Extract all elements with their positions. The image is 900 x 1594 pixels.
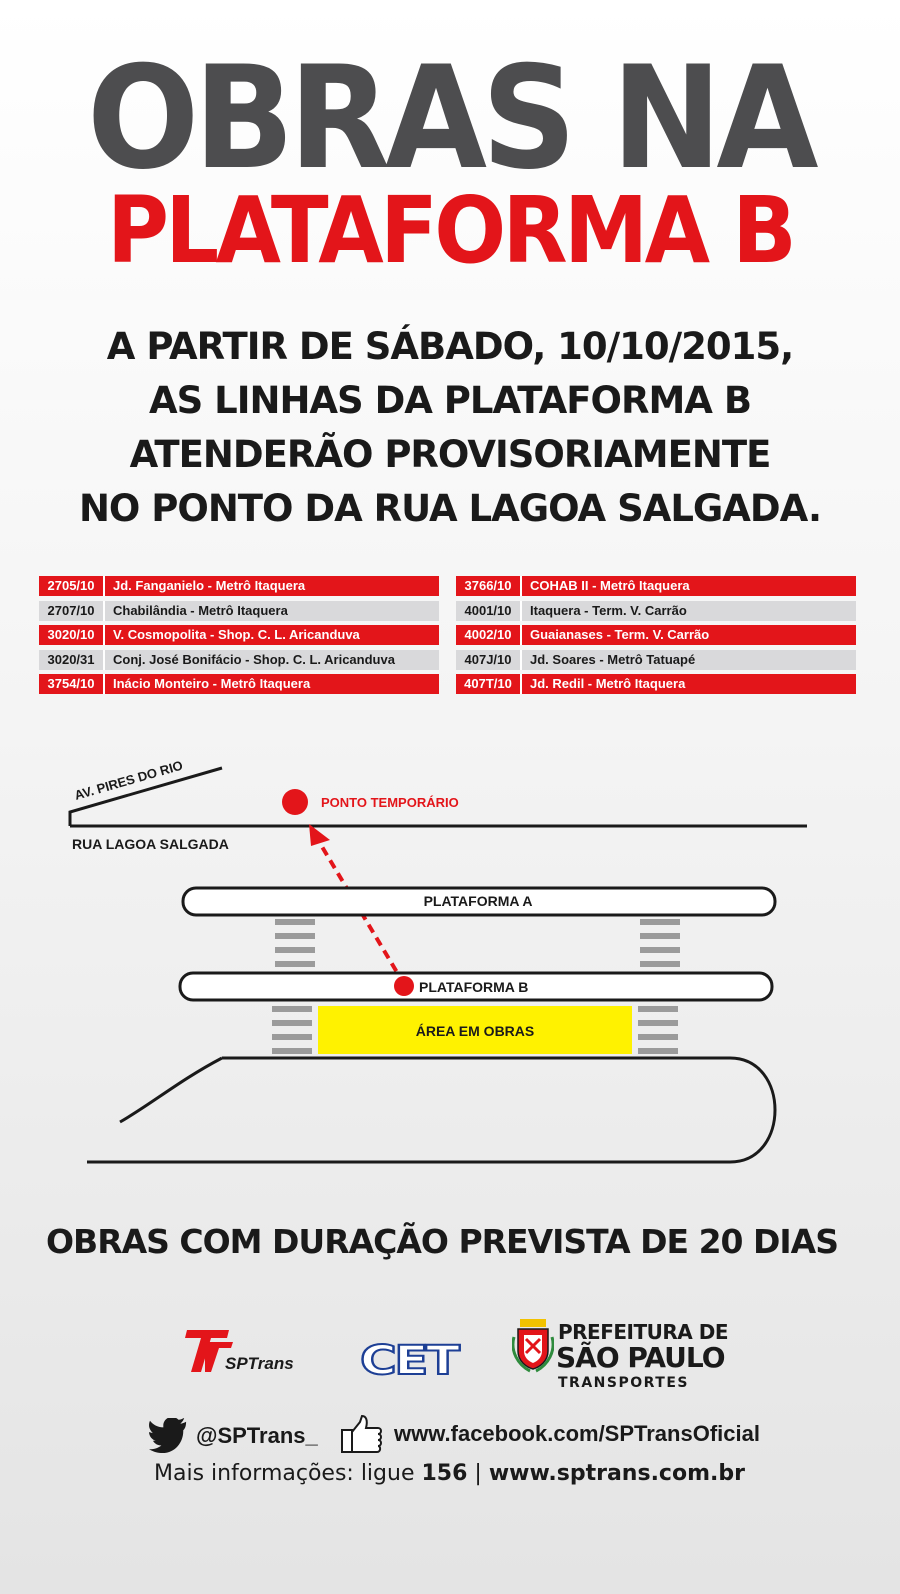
announcement-line: AS LINHAS DA PLATAFORMA B — [148, 379, 752, 422]
route-name: Jd. Soares - Metrô Tatuapé — [522, 650, 856, 670]
announcement-line: ATENDERÃO PROVISORIAMENTE — [129, 433, 771, 476]
route-code: 3754/10 — [39, 674, 103, 694]
terminal-curve — [120, 1058, 222, 1122]
facebook-contact[interactable] — [340, 1414, 760, 1454]
routes-table-right — [456, 576, 856, 699]
route-row — [456, 650, 856, 670]
platform-b-stop-marker — [394, 976, 414, 996]
route-code: 4001/10 — [456, 601, 520, 621]
route-name: Jd. Redil - Metrô Itaquera — [522, 674, 856, 694]
sptrans-logo-text: SPTrans — [225, 1354, 294, 1373]
route-row — [456, 576, 856, 596]
prefeitura-logo — [512, 1317, 752, 1397]
route-code: 407T/10 — [456, 674, 520, 694]
platform-a-label: PLATAFORMA A — [423, 893, 533, 909]
headline-line2: PLATAFORMA B — [106, 177, 794, 284]
sptrans-logo — [183, 1326, 303, 1376]
route-code: 407J/10 — [456, 650, 520, 670]
route-name: COHAB II - Metrô Itaquera — [522, 576, 856, 596]
thumbs-up-icon — [340, 1414, 384, 1454]
platform-map — [0, 740, 900, 1180]
info-line — [154, 1461, 745, 1486]
cet-logo-text: CET — [360, 1338, 458, 1384]
info-prefix: Mais informações: ligue — [154, 1461, 422, 1486]
route-code: 3020/10 — [39, 625, 103, 645]
announcement-line: NO PONTO DA RUA LAGOA SALGADA. — [78, 487, 822, 530]
route-code: 2705/10 — [39, 576, 103, 596]
twitter-bird-icon — [148, 1418, 188, 1454]
route-code: 3020/31 — [39, 650, 103, 670]
temporary-stop-marker — [282, 789, 308, 815]
route-row — [39, 650, 439, 670]
terminal-loop — [87, 1058, 775, 1162]
route-name: Itaquera - Term. V. Carrão — [522, 601, 856, 621]
twitter-handle[interactable]: @SPTrans_ — [196, 1423, 318, 1448]
route-row — [456, 625, 856, 645]
stairs-lower-right — [638, 1006, 678, 1054]
route-name: Inácio Monteiro - Metrô Itaquera — [105, 674, 439, 694]
platform-b-label: PLATAFORMA B — [419, 979, 529, 995]
announcement-text — [20, 320, 880, 536]
work-area-label: ÁREA EM OBRAS — [415, 1023, 535, 1039]
cet-logo — [360, 1338, 458, 1384]
route-name: V. Cosmopolita - Shop. C. L. Aricanduva — [105, 625, 439, 645]
temporary-stop-label: PONTO TEMPORÁRIO — [321, 795, 459, 810]
route-row — [39, 576, 439, 596]
route-row — [39, 601, 439, 621]
stairs-lower-left — [272, 1006, 312, 1054]
info-website[interactable]: www.sptrans.com.br — [488, 1461, 745, 1486]
route-code: 4002/10 — [456, 625, 520, 645]
route-row — [456, 601, 856, 621]
duration-note: OBRAS COM DURAÇÃO PREVISTA DE 20 DIAS — [46, 1222, 838, 1261]
routes-table-left — [39, 576, 439, 699]
prefeitura-line3: TRANSPORTES — [558, 1375, 689, 1391]
info-phone[interactable]: 156 — [421, 1461, 468, 1486]
prefeitura-line2: SÃO PAULO — [556, 1341, 725, 1374]
route-code: 3766/10 — [456, 576, 520, 596]
route-name: Conj. José Bonifácio - Shop. C. L. Aricanduva — [105, 650, 439, 670]
route-name: Jd. Fanganielo - Metrô Itaquera — [105, 576, 439, 596]
route-name: Guaianases - Term. V. Carrão — [522, 625, 856, 645]
stairs-left — [275, 919, 315, 967]
av-pires-do-rio-label: AV. PIRES DO RIO — [72, 757, 185, 803]
twitter-contact[interactable] — [148, 1418, 318, 1454]
prefeitura-line1: PREFEITURA DE — [558, 1320, 728, 1344]
sao-paulo-coat-of-arms — [512, 1317, 554, 1373]
headline-line1: OBRAS NA — [86, 36, 813, 201]
route-code: 2707/10 — [39, 601, 103, 621]
stairs-right — [640, 919, 680, 967]
route-row — [39, 625, 439, 645]
info-separator: | — [467, 1461, 489, 1486]
rua-lagoa-salgada-label: RUA LAGOA SALGADA — [72, 836, 229, 852]
route-row — [39, 674, 439, 694]
facebook-url[interactable]: www.facebook.com/SPTransOficial — [394, 1421, 760, 1446]
route-row — [456, 674, 856, 694]
announcement-line: A PARTIR DE SÁBADO, 10/10/2015, — [106, 325, 794, 368]
route-name: Chabilândia - Metrô Itaquera — [105, 601, 439, 621]
